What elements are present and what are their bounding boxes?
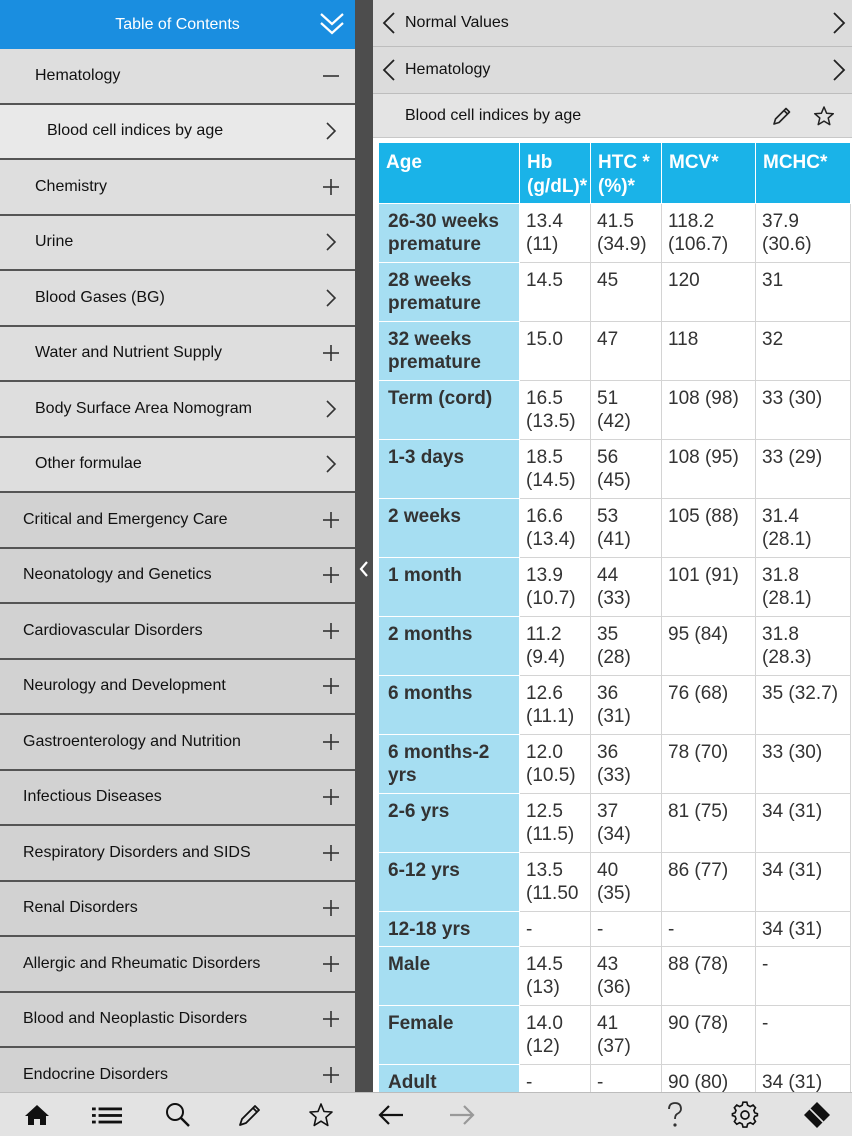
toc-item-label: Hematology xyxy=(35,66,121,84)
hb-cell: 11.2 (9.4) xyxy=(520,617,591,676)
htc-cell: 45 xyxy=(591,263,662,322)
mchc-cell: 34 (31) xyxy=(756,853,851,912)
toc-item[interactable] xyxy=(0,493,355,549)
table-row xyxy=(379,735,851,794)
toc-item-label: Water and Nutrient Supply xyxy=(35,344,223,362)
table-row xyxy=(379,794,851,853)
table-of-contents-panel xyxy=(0,0,355,1092)
hb-cell: 12.6 (11.1) xyxy=(520,676,591,735)
toc-item-label: Urine xyxy=(35,233,74,251)
page-title: Blood cell indices by age xyxy=(405,106,582,124)
star-icon[interactable] xyxy=(306,1100,336,1130)
header-mcv: MCV* xyxy=(662,143,756,204)
list-icon[interactable] xyxy=(92,1100,122,1130)
toc-item[interactable] xyxy=(0,660,355,716)
htc-cell: 53 (41) xyxy=(591,499,662,558)
htc-cell: 51 (42) xyxy=(591,381,662,440)
age-cell: 28 weeks premature xyxy=(379,263,520,322)
mcv-cell: 76 (68) xyxy=(662,676,756,735)
hb-cell: 13.9 (10.7) xyxy=(520,558,591,617)
forward-arrow-icon[interactable] xyxy=(447,1100,477,1130)
toc-item-label: Allergic and Rheumatic Disorders xyxy=(23,954,261,972)
toc-item[interactable] xyxy=(0,49,355,105)
hb-cell: 12.0 (10.5) xyxy=(520,735,591,794)
age-cell: 2 months xyxy=(379,617,520,676)
mcv-cell: 90 (78) xyxy=(662,1006,756,1065)
header-hb: Hb (g/dL)* xyxy=(520,143,591,204)
htc-cell: 37 (34) xyxy=(591,794,662,853)
toc-header xyxy=(0,0,355,49)
collapse-sidebar-icon[interactable] xyxy=(358,558,370,580)
age-cell: 1-3 days xyxy=(379,440,520,499)
mcv-cell: 101 (91) xyxy=(662,558,756,617)
toc-item[interactable] xyxy=(0,216,355,272)
htc-cell: 41.5 (34.9) xyxy=(591,204,662,263)
mcv-cell: - xyxy=(662,912,756,947)
age-cell: 26-30 weeks premature xyxy=(379,204,520,263)
plus-icon[interactable] xyxy=(319,1063,343,1087)
htc-cell: 47 xyxy=(591,322,662,381)
table-row xyxy=(379,263,851,322)
plus-icon[interactable] xyxy=(319,952,343,976)
minus-icon[interactable] xyxy=(319,64,343,88)
mcv-cell: 95 (84) xyxy=(662,617,756,676)
age-cell: Term (cord) xyxy=(379,381,520,440)
toc-item[interactable] xyxy=(0,937,355,993)
breadcrumb-label: Hematology xyxy=(405,61,491,78)
toc-item-label: Neonatology and Genetics xyxy=(23,566,212,584)
toc-item-label: Respiratory Disorders and SIDS xyxy=(23,843,251,861)
chevron-right-icon[interactable] xyxy=(826,47,852,94)
table-header-row xyxy=(379,143,851,204)
hb-cell: 13.5 (11.50 xyxy=(520,853,591,912)
age-cell: 2-6 yrs xyxy=(379,794,520,853)
hb-cell: 16.6 (13.4) xyxy=(520,499,591,558)
table-row xyxy=(379,617,851,676)
mcv-cell: 108 (98) xyxy=(662,381,756,440)
toc-item[interactable] xyxy=(0,1048,355,1092)
toc-item[interactable] xyxy=(0,271,355,327)
age-cell: 2 weeks xyxy=(379,499,520,558)
toc-item-label: Renal Disorders xyxy=(23,899,138,917)
plus-icon[interactable] xyxy=(319,674,343,698)
htc-cell: - xyxy=(591,1065,662,1093)
htc-cell: - xyxy=(591,912,662,947)
toc-item[interactable] xyxy=(0,882,355,938)
mchc-cell: 35 (32.7) xyxy=(756,676,851,735)
chevron-left-icon[interactable] xyxy=(373,47,405,94)
eraser-icon[interactable] xyxy=(802,1100,832,1130)
mcv-cell: 105 (88) xyxy=(662,499,756,558)
chevron-right-icon[interactable] xyxy=(319,397,343,421)
table-row xyxy=(379,912,851,947)
table-row xyxy=(379,322,851,381)
toc-item[interactable] xyxy=(0,604,355,660)
toc-item[interactable] xyxy=(0,438,355,494)
mchc-cell: 34 (31) xyxy=(756,794,851,853)
mchc-cell: - xyxy=(756,1006,851,1065)
toc-item[interactable] xyxy=(0,993,355,1049)
mchc-cell: 31.8 (28.3) xyxy=(756,617,851,676)
table-row xyxy=(379,1006,851,1065)
toc-item-label: Neurology and Development xyxy=(23,677,226,695)
table-row xyxy=(379,853,851,912)
chevron-left-icon[interactable] xyxy=(373,0,405,47)
toc-item-label: Gastroenterology and Nutrition xyxy=(23,732,241,750)
pencil-icon[interactable] xyxy=(235,1100,265,1130)
htc-cell: 36 (31) xyxy=(591,676,662,735)
header-htc: HTC *(%)* xyxy=(591,143,662,204)
hb-cell: - xyxy=(520,912,591,947)
htc-cell: 40 (35) xyxy=(591,853,662,912)
chevron-right-icon[interactable] xyxy=(319,119,343,143)
age-cell: 12-18 yrs xyxy=(379,912,520,947)
header-mchc: MCHC* xyxy=(756,143,851,204)
plus-icon[interactable] xyxy=(319,508,343,532)
toc-item-label: Other formulae xyxy=(35,455,142,473)
back-arrow-icon[interactable] xyxy=(376,1100,406,1130)
mcv-cell: 118.2 (106.7) xyxy=(662,204,756,263)
plus-icon[interactable] xyxy=(319,730,343,754)
age-cell: Adult xyxy=(379,1065,520,1093)
hb-cell: 14.5 (13) xyxy=(520,947,591,1006)
mchc-cell: 34 (31) xyxy=(756,912,851,947)
table-row xyxy=(379,947,851,1006)
mchc-cell: 31.4 (28.1) xyxy=(756,499,851,558)
toc-item[interactable] xyxy=(0,160,355,216)
search-icon[interactable] xyxy=(163,1100,193,1130)
mchc-cell: - xyxy=(756,947,851,1006)
htc-cell: 44 (33) xyxy=(591,558,662,617)
age-cell: 6 months-2 yrs xyxy=(379,735,520,794)
age-cell: 6 months xyxy=(379,676,520,735)
plus-icon[interactable] xyxy=(319,785,343,809)
breadcrumb-label: Normal Values xyxy=(405,14,509,31)
age-cell: 32 weeks premature xyxy=(379,322,520,381)
content-panel xyxy=(373,0,852,1092)
htc-cell: 36 (33) xyxy=(591,735,662,794)
blood-indices-table xyxy=(378,142,851,1092)
mchc-cell: 33 (29) xyxy=(756,440,851,499)
table-row xyxy=(379,499,851,558)
toc-item-label: Blood Gases (BG) xyxy=(35,288,165,306)
help-icon[interactable] xyxy=(660,1100,690,1130)
plus-icon[interactable] xyxy=(319,619,343,643)
chevron-right-icon[interactable] xyxy=(319,452,343,476)
mcv-cell: 118 xyxy=(662,322,756,381)
toc-item[interactable] xyxy=(0,826,355,882)
toc-item[interactable] xyxy=(0,715,355,771)
chevron-right-icon[interactable] xyxy=(826,0,852,47)
mchc-cell: 33 (30) xyxy=(756,381,851,440)
star-icon[interactable] xyxy=(810,102,838,130)
mchc-cell: 33 (30) xyxy=(756,735,851,794)
toc-item-label: Blood cell indices by age xyxy=(47,122,224,140)
breadcrumb-hematology[interactable] xyxy=(373,47,852,94)
mcv-cell: 108 (95) xyxy=(662,440,756,499)
toc-item-label: Infectious Diseases xyxy=(23,788,162,806)
plus-icon[interactable] xyxy=(319,1007,343,1031)
hb-cell: 18.5 (14.5) xyxy=(520,440,591,499)
table-row xyxy=(379,204,851,263)
htc-cell: 56 (45) xyxy=(591,440,662,499)
toc-list xyxy=(0,49,355,1092)
mchc-cell: 37.9 (30.6) xyxy=(756,204,851,263)
table-row xyxy=(379,558,851,617)
table-row xyxy=(379,381,851,440)
mcv-cell: 120 xyxy=(662,263,756,322)
plus-icon[interactable] xyxy=(319,563,343,587)
toc-item-label: Body Surface Area Nomogram xyxy=(35,399,252,417)
hb-cell: 12.5 (11.5) xyxy=(520,794,591,853)
hb-cell: 15.0 xyxy=(520,322,591,381)
hb-cell: - xyxy=(520,1065,591,1093)
mcv-cell: 81 (75) xyxy=(662,794,756,853)
toc-item-label: Blood and Neoplastic Disorders xyxy=(23,1010,248,1028)
mchc-cell: 34 (31) xyxy=(756,1065,851,1093)
chevron-right-icon[interactable] xyxy=(319,286,343,310)
breadcrumb-normal-values[interactable] xyxy=(373,0,852,47)
mchc-cell: 31 xyxy=(756,263,851,322)
mchc-cell: 32 xyxy=(756,322,851,381)
hb-cell: 14.5 xyxy=(520,263,591,322)
table-row xyxy=(379,440,851,499)
hb-cell: 14.0 (12) xyxy=(520,1006,591,1065)
toc-item[interactable] xyxy=(0,327,355,383)
htc-cell: 43 (36) xyxy=(591,947,662,1006)
mcv-cell: 86 (77) xyxy=(662,853,756,912)
toc-item-label: Endocrine Disorders xyxy=(23,1065,168,1083)
split-view-divider[interactable] xyxy=(355,0,373,1092)
plus-icon[interactable] xyxy=(319,175,343,199)
hb-cell: 13.4 (11) xyxy=(520,204,591,263)
toc-item[interactable] xyxy=(0,771,355,827)
page-title-bar xyxy=(373,94,852,138)
mcv-cell: 78 (70) xyxy=(662,735,756,794)
collapse-all-icon[interactable] xyxy=(319,10,345,38)
plus-icon[interactable] xyxy=(319,841,343,865)
age-cell: Female xyxy=(379,1006,520,1065)
age-cell: 6-12 yrs xyxy=(379,853,520,912)
settings-icon[interactable] xyxy=(730,1100,760,1130)
age-cell: Male xyxy=(379,947,520,1006)
header-age: Age xyxy=(379,143,520,204)
toc-item-label: Cardiovascular Disorders xyxy=(23,621,203,639)
hb-cell: 16.5 (13.5) xyxy=(520,381,591,440)
plus-icon[interactable] xyxy=(319,896,343,920)
table-row xyxy=(379,676,851,735)
age-cell: 1 month xyxy=(379,558,520,617)
mchc-cell: 31.8 (28.1) xyxy=(756,558,851,617)
toc-title: Table of Contents xyxy=(115,15,240,33)
pencil-icon[interactable] xyxy=(768,102,796,130)
bottom-toolbar xyxy=(0,1092,852,1136)
toc-item-label: Chemistry xyxy=(35,177,108,195)
chevron-right-icon[interactable] xyxy=(319,230,343,254)
toc-item[interactable] xyxy=(0,382,355,438)
mcv-cell: 88 (78) xyxy=(662,947,756,1006)
home-icon[interactable] xyxy=(22,1100,52,1130)
mcv-cell: 90 (80) xyxy=(662,1065,756,1093)
plus-icon[interactable] xyxy=(319,341,343,365)
htc-cell: 41 (37) xyxy=(591,1006,662,1065)
table-row xyxy=(379,1065,851,1093)
blood-indices-table-container xyxy=(378,142,850,1092)
htc-cell: 35 (28) xyxy=(591,617,662,676)
toc-item[interactable] xyxy=(0,105,355,161)
toc-item[interactable] xyxy=(0,549,355,605)
toc-item-label: Critical and Emergency Care xyxy=(23,510,228,528)
